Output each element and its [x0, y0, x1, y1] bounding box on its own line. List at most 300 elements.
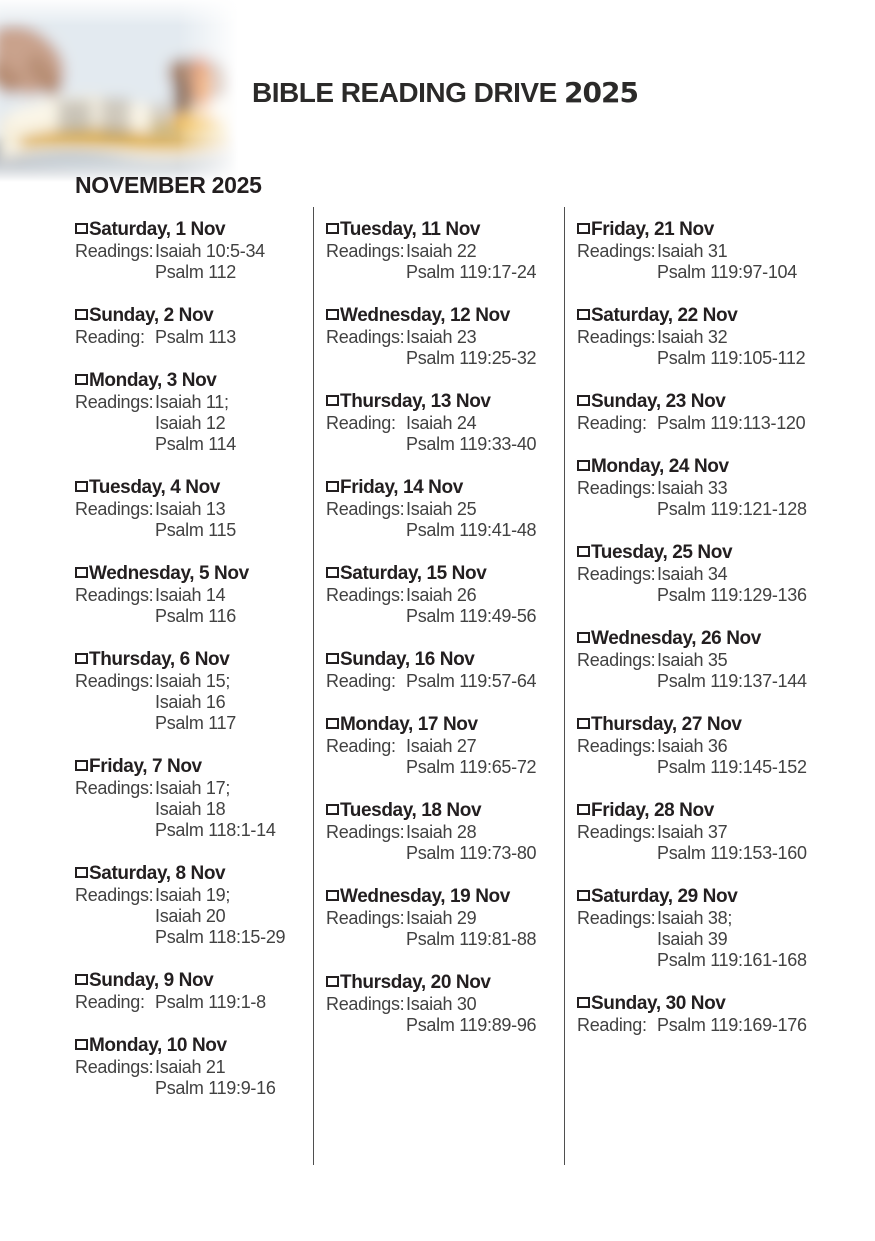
reading-line [577, 757, 815, 778]
entry-body [75, 585, 313, 627]
reading-value: Psalm 117 [155, 713, 237, 733]
month-heading: NOVEMBER 2025 [75, 172, 262, 198]
reading-label: Readings: [326, 585, 405, 605]
reading-label [577, 757, 657, 778]
checkbox-icon[interactable] [75, 1039, 88, 1050]
checkbox-icon[interactable] [75, 867, 88, 878]
day-entry [75, 970, 313, 1013]
day-heading-label: Saturday, 15 Nov [340, 563, 487, 584]
day-heading [75, 370, 313, 391]
day-heading [326, 391, 564, 412]
reading-line [326, 736, 564, 757]
checkbox-icon[interactable] [326, 976, 339, 987]
day-heading-label: Wednesday, 26 Nov [591, 628, 761, 649]
day-heading-label: Wednesday, 19 Nov [340, 886, 510, 907]
reading-value: Isaiah 36 [657, 736, 728, 756]
day-heading-label: Tuesday, 11 Nov [340, 219, 481, 240]
reading-label: Readings: [75, 392, 154, 412]
day-heading-label: Sunday, 2 Nov [89, 305, 214, 326]
day-entry [75, 477, 313, 541]
reading-line [577, 327, 815, 348]
reading-value: Isaiah 14 [155, 585, 226, 605]
reading-line [75, 434, 313, 455]
reading-value: Psalm 119:169-176 [657, 1015, 807, 1035]
entry-body [577, 650, 815, 692]
day-entry [75, 1035, 313, 1099]
reading-line [326, 413, 564, 434]
entry-body [326, 822, 564, 864]
entry-body [326, 327, 564, 369]
reading-value: Isaiah 15; [155, 671, 231, 691]
day-heading-label: Monday, 10 Nov [89, 1035, 227, 1056]
reading-label [577, 929, 657, 950]
day-entry [326, 219, 564, 283]
reading-line [326, 822, 564, 843]
day-entry [577, 219, 815, 283]
day-heading [75, 756, 313, 777]
day-heading-label: Sunday, 16 Nov [340, 649, 475, 670]
reading-label: Readings: [326, 994, 405, 1014]
entry-body [577, 736, 815, 778]
entry-body [75, 671, 313, 734]
checkbox-icon[interactable] [577, 890, 590, 901]
day-heading [577, 800, 815, 821]
reading-value: Isaiah 13 [155, 499, 226, 519]
day-entry [326, 800, 564, 864]
bible-photo-illustration [0, 0, 238, 182]
reading-value: Isaiah 31 [657, 241, 728, 261]
reading-line [326, 994, 564, 1015]
reading-label: Readings: [75, 778, 154, 798]
day-heading-label: Thursday, 13 Nov [340, 391, 491, 412]
reading-value: Isaiah 27 [406, 736, 477, 756]
entry-body [577, 1015, 815, 1036]
reading-value: Isaiah 11; [155, 392, 229, 412]
day-heading [326, 886, 564, 907]
entry-body [326, 671, 564, 692]
page-title-year: 2025 [564, 76, 638, 109]
day-entry [75, 649, 313, 734]
checkbox-icon[interactable] [577, 460, 590, 471]
reading-value: Isaiah 19; [155, 885, 231, 905]
reading-value: Psalm 119:161-168 [657, 950, 807, 970]
reading-label [577, 843, 657, 864]
reading-label: Readings: [75, 241, 154, 261]
reading-value: Psalm 119:81-88 [406, 929, 537, 949]
reading-label [577, 671, 657, 692]
reading-value: Isaiah 37 [657, 822, 728, 842]
reading-value: Psalm 119:9-16 [155, 1078, 276, 1098]
day-entry [326, 886, 564, 950]
day-heading [577, 391, 815, 412]
reading-value: Psalm 113 [155, 327, 237, 347]
checkbox-icon[interactable] [577, 632, 590, 643]
reading-line [326, 585, 564, 606]
reading-label: Readings: [577, 650, 656, 670]
reading-value: Psalm 119:113-120 [657, 413, 806, 433]
reading-label [75, 799, 155, 820]
reading-line [577, 413, 815, 434]
reading-label: Readings: [577, 564, 656, 584]
day-heading [577, 456, 815, 477]
day-heading [577, 714, 815, 735]
entry-body [577, 908, 815, 971]
reading-line [577, 499, 815, 520]
reading-label [577, 262, 657, 283]
reading-line [75, 1057, 313, 1078]
reading-line [326, 327, 564, 348]
reading-value: Isaiah 39 [657, 929, 728, 949]
reading-value: Psalm 115 [155, 520, 237, 540]
reading-value: Isaiah 38; [657, 908, 733, 928]
reading-line [75, 262, 313, 283]
entry-body [577, 327, 815, 369]
reading-label: Readings: [326, 241, 405, 261]
reading-value: Psalm 118:15-29 [155, 927, 286, 947]
reading-line [577, 585, 815, 606]
checkbox-icon[interactable] [326, 804, 339, 815]
reading-label [326, 606, 406, 627]
reading-label [326, 262, 406, 283]
day-heading-label: Wednesday, 5 Nov [89, 563, 249, 584]
day-heading [75, 970, 313, 991]
reading-label: Readings: [577, 478, 656, 498]
day-entry [75, 370, 313, 455]
entry-body [75, 327, 313, 348]
reading-label: Reading: [326, 413, 396, 433]
reading-value: Psalm 119:153-160 [657, 843, 807, 863]
reading-value: Psalm 112 [155, 262, 237, 282]
reading-value: Psalm 119:57-64 [406, 671, 537, 691]
reading-label [75, 906, 155, 927]
reading-value: Isaiah 23 [406, 327, 477, 347]
checkbox-icon[interactable] [75, 974, 88, 985]
day-heading-label: Friday, 21 Nov [591, 219, 714, 240]
reading-line [326, 241, 564, 262]
entry-body [75, 885, 313, 948]
day-heading [326, 972, 564, 993]
reading-line [326, 434, 564, 455]
day-entry [75, 863, 313, 948]
entry-body [326, 908, 564, 950]
reading-label: Readings: [577, 327, 656, 347]
day-entry [577, 628, 815, 692]
checkbox-icon[interactable] [577, 997, 590, 1008]
reading-label [75, 434, 155, 455]
reading-label: Readings: [75, 671, 154, 691]
reading-line [326, 262, 564, 283]
reading-label [326, 434, 406, 455]
day-heading [326, 477, 564, 498]
day-entry [577, 542, 815, 606]
reading-label: Reading: [577, 413, 647, 433]
entry-body [326, 736, 564, 778]
reading-value: Isaiah 32 [657, 327, 728, 347]
entry-body [75, 1057, 313, 1099]
entry-body [577, 413, 815, 434]
checkbox-icon[interactable] [75, 481, 88, 492]
checkbox-icon[interactable] [75, 567, 88, 578]
reading-label: Readings: [577, 908, 656, 928]
reading-label: Readings: [75, 1057, 154, 1077]
bible-photo [0, 0, 238, 182]
reading-line [75, 499, 313, 520]
entry-body [75, 992, 313, 1013]
reading-line [577, 650, 815, 671]
day-entry [75, 756, 313, 841]
day-heading-label: Monday, 3 Nov [89, 370, 217, 391]
reading-schedule [75, 207, 823, 1165]
reading-value: Psalm 119:65-72 [406, 757, 537, 777]
day-entry [326, 305, 564, 369]
day-heading-label: Tuesday, 18 Nov [340, 800, 482, 821]
day-heading-label: Friday, 7 Nov [89, 756, 202, 777]
checkbox-icon[interactable] [577, 395, 590, 406]
reading-label [75, 927, 155, 948]
entry-body [75, 778, 313, 841]
reading-line [577, 348, 815, 369]
day-entry [326, 649, 564, 692]
reading-value: Isaiah 16 [155, 692, 226, 712]
reading-value: Isaiah 34 [657, 564, 728, 584]
day-heading-label: Thursday, 6 Nov [89, 649, 230, 670]
reading-line [577, 736, 815, 757]
day-heading-label: Saturday, 8 Nov [89, 863, 226, 884]
reading-label [326, 520, 406, 541]
reading-value: Psalm 118:1-14 [155, 820, 276, 840]
entry-body [326, 413, 564, 455]
reading-value: Isaiah 35 [657, 650, 728, 670]
reading-line [326, 520, 564, 541]
reading-value: Psalm 119:33-40 [406, 434, 537, 454]
day-heading [326, 649, 564, 670]
checkbox-icon[interactable] [326, 567, 339, 578]
reading-column [564, 207, 815, 1165]
day-heading [75, 1035, 313, 1056]
reading-line [577, 908, 815, 929]
reading-line [75, 520, 313, 541]
day-entry [577, 800, 815, 864]
reading-label: Reading: [326, 671, 396, 691]
reading-line [326, 843, 564, 864]
checkbox-icon[interactable] [326, 309, 339, 320]
reading-line [75, 241, 313, 262]
reading-value: Psalm 119:17-24 [406, 262, 537, 282]
day-heading [75, 477, 313, 498]
checkbox-icon[interactable] [577, 309, 590, 320]
day-heading [75, 305, 313, 326]
reading-line [577, 843, 815, 864]
reading-label: Readings: [75, 885, 154, 905]
day-heading [75, 563, 313, 584]
reading-value: Isaiah 25 [406, 499, 477, 519]
reading-value: Psalm 119:89-96 [406, 1015, 537, 1035]
day-heading-label: Monday, 17 Nov [340, 714, 478, 735]
reading-label: Readings: [326, 908, 405, 928]
entry-body [577, 564, 815, 606]
reading-line [326, 929, 564, 950]
checkbox-icon[interactable] [75, 223, 88, 234]
reading-line [75, 327, 313, 348]
reading-line [75, 413, 313, 434]
entry-body [75, 392, 313, 455]
reading-label [577, 499, 657, 520]
reading-line [577, 241, 815, 262]
reading-value: Psalm 119:121-128 [657, 499, 807, 519]
reading-line [75, 713, 313, 734]
day-heading-label: Wednesday, 12 Nov [340, 305, 510, 326]
reading-value: Psalm 119:129-136 [657, 585, 807, 605]
day-heading [75, 863, 313, 884]
reading-value: Isaiah 10:5-34 [155, 241, 265, 261]
checkbox-icon[interactable] [326, 718, 339, 729]
reading-value: Psalm 119:25-32 [406, 348, 537, 368]
reading-label [75, 606, 155, 627]
checkbox-icon[interactable] [577, 546, 590, 557]
reading-line [577, 1015, 815, 1036]
reading-line [577, 822, 815, 843]
reading-value: Psalm 119:97-104 [657, 262, 797, 282]
checkbox-icon[interactable] [75, 374, 88, 385]
day-heading [326, 305, 564, 326]
reading-value: Isaiah 30 [406, 994, 477, 1014]
entry-body [577, 241, 815, 283]
day-heading-label: Sunday, 9 Nov [89, 970, 214, 991]
checkbox-icon[interactable] [75, 653, 88, 664]
day-entry [577, 305, 815, 369]
day-entry [577, 886, 815, 971]
reading-line [326, 908, 564, 929]
checkbox-icon[interactable] [326, 653, 339, 664]
reading-value: Psalm 119:73-80 [406, 843, 537, 863]
reading-label [577, 585, 657, 606]
checkbox-icon[interactable] [577, 804, 590, 815]
day-heading [577, 305, 815, 326]
checkbox-icon[interactable] [75, 309, 88, 320]
reading-label: Readings: [577, 822, 656, 842]
reading-value: Isaiah 21 [155, 1057, 226, 1077]
reading-value: Psalm 119:145-152 [657, 757, 807, 777]
reading-label [75, 1078, 155, 1099]
reading-line [326, 1015, 564, 1036]
reading-label: Readings: [326, 822, 405, 842]
reading-label: Reading: [75, 992, 145, 1012]
day-entry [75, 305, 313, 348]
reading-value: Isaiah 29 [406, 908, 477, 928]
day-heading-label: Sunday, 30 Nov [591, 993, 726, 1014]
reading-label: Readings: [577, 736, 656, 756]
reading-line [75, 392, 313, 413]
day-entry [75, 563, 313, 627]
day-heading [577, 993, 815, 1014]
checkbox-icon[interactable] [75, 760, 88, 771]
reading-line [326, 757, 564, 778]
reading-value: Isaiah 28 [406, 822, 477, 842]
reading-line [577, 478, 815, 499]
reading-value: Isaiah 20 [155, 906, 226, 926]
checkbox-icon[interactable] [326, 481, 339, 492]
reading-value: Isaiah 26 [406, 585, 477, 605]
day-heading [326, 800, 564, 821]
checkbox-icon[interactable] [577, 718, 590, 729]
day-entry [577, 993, 815, 1036]
reading-value: Isaiah 22 [406, 241, 477, 261]
day-heading [326, 219, 564, 240]
reading-label [75, 262, 155, 283]
day-entry [75, 219, 313, 283]
checkbox-icon[interactable] [326, 890, 339, 901]
reading-line [577, 950, 815, 971]
reading-value: Psalm 119:49-56 [406, 606, 537, 626]
day-heading-label: Tuesday, 4 Nov [89, 477, 220, 498]
reading-value: Isaiah 12 [155, 413, 226, 433]
day-entry [326, 714, 564, 778]
reading-label: Readings: [75, 499, 154, 519]
reading-label [326, 1015, 406, 1036]
day-heading [75, 219, 313, 240]
reading-line [75, 1078, 313, 1099]
checkbox-icon[interactable] [326, 223, 339, 234]
day-entry [326, 391, 564, 455]
reading-line [75, 906, 313, 927]
reading-value: Psalm 116 [155, 606, 237, 626]
day-heading-label: Friday, 14 Nov [340, 477, 463, 498]
entry-body [326, 499, 564, 541]
reading-line [577, 929, 815, 950]
day-entry [577, 391, 815, 434]
entry-body [75, 241, 313, 283]
checkbox-icon[interactable] [326, 395, 339, 406]
reading-line [75, 799, 313, 820]
day-entry [326, 563, 564, 627]
reading-label [75, 820, 155, 841]
reading-line [75, 820, 313, 841]
reading-value: Psalm 119:1-8 [155, 992, 266, 1012]
page-title-main: BIBLE READING DRIVE [252, 77, 557, 108]
reading-line [326, 499, 564, 520]
entry-body [577, 478, 815, 520]
reading-column [75, 207, 313, 1165]
reading-label [326, 929, 406, 950]
checkbox-icon[interactable] [577, 223, 590, 234]
entry-body [75, 499, 313, 541]
reading-value: Isaiah 18 [155, 799, 226, 819]
entry-body [326, 241, 564, 283]
reading-line [75, 778, 313, 799]
reading-label [577, 950, 657, 971]
reading-line [75, 992, 313, 1013]
reading-label [326, 843, 406, 864]
entry-body [326, 585, 564, 627]
reading-label [326, 348, 406, 369]
day-heading [326, 714, 564, 735]
reading-value: Psalm 114 [155, 434, 237, 454]
reading-value: Isaiah 33 [657, 478, 728, 498]
day-heading-label: Thursday, 27 Nov [591, 714, 742, 735]
reading-label: Readings: [326, 327, 405, 347]
reading-line [326, 606, 564, 627]
reading-label: Reading: [326, 736, 396, 756]
reading-line [326, 348, 564, 369]
day-heading [326, 563, 564, 584]
reading-line [75, 606, 313, 627]
reading-value: Psalm 119:105-112 [657, 348, 806, 368]
reading-line [577, 564, 815, 585]
reading-line [326, 671, 564, 692]
reading-value: Isaiah 24 [406, 413, 477, 433]
day-heading [577, 886, 815, 907]
reading-label [75, 520, 155, 541]
